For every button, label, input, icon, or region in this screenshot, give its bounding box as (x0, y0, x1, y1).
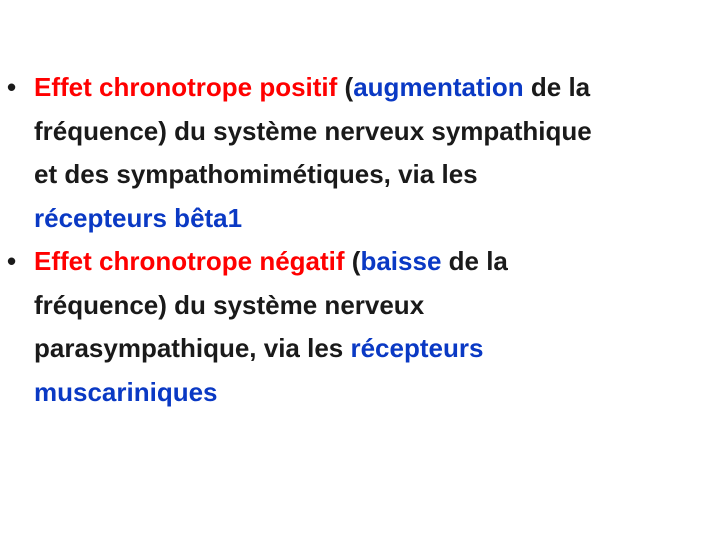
effect-term: Effet chronotrope positif (34, 72, 338, 102)
bullet-list (0, 66, 720, 414)
text-segment: de la (441, 246, 508, 276)
bullet-line (34, 240, 714, 284)
receptor-term: muscariniques (34, 376, 218, 407)
text-segment: ( (344, 246, 361, 276)
bullet-line (34, 197, 714, 241)
receptor-term: récepteurs (350, 333, 484, 363)
text-segment: fréquence) du système nerveux sympathique (34, 115, 592, 146)
bullet-chronotrope-negatif (0, 240, 720, 414)
bullet-line (34, 284, 714, 328)
bullet-line (34, 66, 714, 110)
change-term: baisse (360, 246, 442, 276)
bullet-line (34, 153, 714, 197)
effect-term: Effet chronotrope négatif (34, 246, 345, 276)
bullet-marker: • (7, 72, 17, 102)
text-segment: et des sympathomimétiques, via les (34, 159, 478, 189)
change-term: augmentation (353, 72, 524, 102)
bullet-marker: • (7, 246, 17, 276)
bullet-line (34, 371, 714, 415)
text-segment: ( (337, 72, 354, 102)
bullet-line (34, 110, 714, 154)
text-segment: de la (523, 72, 591, 102)
receptor-term: récepteurs bêta1 (34, 202, 243, 233)
text-segment: fréquence) du système nerveux (34, 289, 425, 320)
bullet-chronotrope-positif (0, 66, 720, 240)
bullet-line (34, 327, 714, 371)
text-segment: parasympathique, via les (34, 333, 351, 363)
